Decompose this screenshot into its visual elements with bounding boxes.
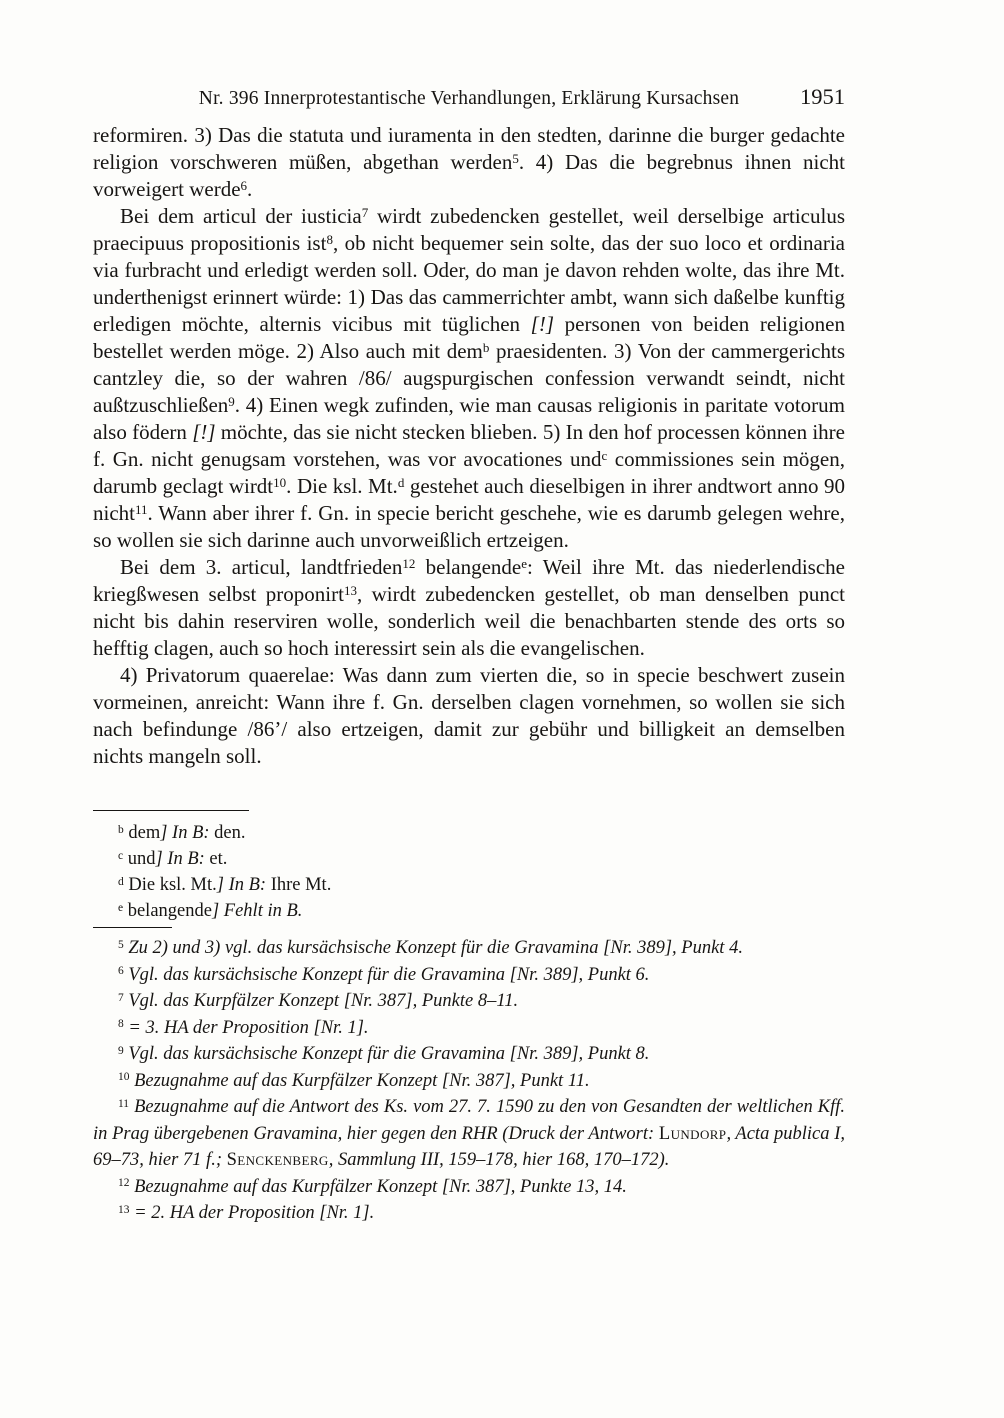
body-paragraph	[93, 554, 845, 662]
text-run: et.	[204, 849, 228, 869]
text-run: 11	[135, 502, 148, 518]
text-run: , wirdt zubedencken gestellet, ob man denselben punct nicht bis dahin reserviren wolle, sonderlich weil die benachbarten stende des orts so hefftig clagen, auch so hoch interessirt sein als die evangelischen.	[93, 582, 845, 660]
text-run: ] In B:	[155, 849, 205, 869]
text-run: [!]	[192, 420, 216, 444]
text-run: 13	[343, 583, 357, 599]
apparatus-note	[93, 820, 845, 846]
apparatus-note	[93, 898, 845, 924]
text-run: , Acta publica I, 69–73, hier 71 f.;	[93, 1123, 845, 1170]
footnote-number: 6	[118, 965, 124, 978]
text-run: belangende	[415, 555, 522, 579]
text-run: = 3. HA der Proposition [Nr. 1].	[128, 1017, 369, 1038]
footnote-number: 10	[118, 1071, 130, 1084]
text-run: 9	[228, 394, 235, 410]
apparatus-note-letter: c	[118, 849, 124, 862]
apparatus-note-letter: d	[118, 875, 124, 888]
footnote-number: 12	[118, 1177, 130, 1190]
text-run: gestehet auch dieselbigen in ihrer andtwort anno 90 nicht	[93, 474, 846, 525]
text-run: ] In B:	[160, 823, 210, 843]
apparatus-note-letter: e	[118, 901, 124, 914]
text-run: praesidenten. 3) Von der cammergerichts cantzley die, so der wahren /86/ augspurgischen confession verwandt seindt, nicht außtzuschließen	[93, 339, 845, 417]
text-run: . Die ksl. Mt.	[286, 474, 398, 498]
text-run: Zu 2) und 3) vgl. das kursächsische Konzept für die Gravamina [Nr. 389], Punkt 4.	[128, 938, 743, 958]
text-run: = 2. HA der Proposition [Nr. 1].	[134, 1203, 375, 1223]
footnote-number: 13	[118, 1203, 130, 1216]
body-paragraph	[93, 662, 845, 770]
running-header	[93, 84, 845, 110]
footnote-number: 7	[118, 991, 124, 1004]
text-run: Senckenberg	[226, 1150, 329, 1170]
text-run: reformiren. 3) Das die statuta und iuramenta in den stedten, darinne die burger gedachte religion vorschweren müßen, abgethan werden	[93, 123, 845, 174]
text-run: dem	[123, 823, 161, 843]
text-run: Vgl. das kursächsische Konzept für die Gravamina [Nr. 389], Punkt 6.	[128, 964, 650, 985]
apparatus-note-letter: b	[118, 823, 124, 836]
text-run: [!]	[530, 312, 555, 336]
text-run: ] Fehlt in B.	[211, 901, 303, 921]
text-run: . Wann aber ihrer f. Gn. in specie bericht geschehe, wie es darumb gelegen wehre, so wollen sie sich darinne auch unvorweißlich ertzeigen.	[93, 501, 845, 552]
text-run: Bezugnahme auf das Kurpfälzer Konzept [Nr. 387], Punkte 13, 14.	[134, 1176, 627, 1197]
apparatus-note	[93, 846, 845, 872]
text-run: Bezugnahme auf die Antwort des Ks. vom 27. 7. 1590 zu den von Gesandten der weltlichen Kff. in Prag übergebenen Gravamina, hier gegen den RHR (Druck der Antwort:	[93, 1097, 846, 1144]
text-run: , ob nicht bequemer sein solte, das der suo loco et ordinaria via furbracht und erledigt werden soll. Oder, do man je davon rehden wolte, das ihre Mt. underthenigst erinnert würde: 1) Das das cammerrichter ambt, wann sich daßelbe kunftig erledigen möchte, alternis vicibus mit tüglichen	[93, 231, 846, 336]
text-run: personen von beiden religionen bestellet werden möge. 2) Also auch mit dem	[93, 312, 846, 363]
body-paragraph	[93, 122, 845, 203]
text-run: 8	[326, 232, 333, 248]
text-run: Bei dem 3. articul, landtfrieden	[120, 555, 403, 579]
text-run: ] In B:	[216, 875, 267, 895]
text-run: : Weil ihre Mt. das niederlendische kriegßwesen selbst proponirt	[93, 555, 845, 606]
text-run: . 4) Einen wegk zufinden, wie man causas religionis in paritate votorum also födern	[93, 393, 845, 444]
apparatus-divider-rule	[93, 810, 249, 811]
footnote-number: 5	[118, 938, 124, 951]
footnotes	[93, 935, 845, 1227]
footnote	[93, 1015, 845, 1042]
apparatus-note	[93, 872, 845, 898]
text-run: d	[397, 475, 405, 491]
text-run: Die ksl. Mt.	[123, 875, 217, 895]
text-run: Vgl. das Kurpfälzer Konzept [Nr. 387], Punkte 8–11.	[128, 991, 519, 1011]
text-run: belangende	[123, 901, 212, 921]
text-run: c	[601, 448, 608, 464]
text-run: 4) Privatorum quaerelae: Was dann zum vierten die, so in specie beschwert zusein vormeinen, anreicht: Wann ihre f. Gn. derselben clagen vornehmen, so wollen sie sich nach befindunge /86’/ also ertzeigen, damit zur gebühr und billigkeit an demselben nichts mangeln soll.	[93, 663, 845, 768]
text-run: Lundorp	[658, 1123, 727, 1144]
text-run: Bei dem articul der iusticia	[120, 204, 362, 228]
text-run: 7	[361, 205, 369, 221]
text-run: 12	[402, 556, 416, 572]
footnote-divider-rule	[93, 927, 172, 928]
running-header-title: Nr. 396 Innerprotestantische Verhandlungen, Erklärung Kursachsen	[198, 88, 740, 109]
footnote	[93, 1174, 845, 1201]
text-run: 5	[512, 151, 519, 167]
text-run: Ihre Mt.	[266, 875, 332, 895]
footnote	[93, 962, 845, 989]
text-run: Bezugnahme auf das Kurpfälzer Konzept [Nr. 387], Punkt 11.	[134, 1070, 590, 1091]
text-run: .	[247, 177, 253, 201]
page-number: 1951	[800, 84, 845, 109]
text-run: . 4) Das die begrebnus ihnen nicht vorweigert werde	[93, 150, 845, 201]
document-body	[93, 122, 845, 770]
apparatus-notes	[93, 820, 845, 924]
text-run: den.	[209, 823, 246, 843]
footnote	[93, 1041, 845, 1068]
text-run: e	[521, 556, 528, 572]
body-paragraph	[93, 203, 845, 554]
text-run: , Sammlung III, 159–178, hier 168, 170–172).	[328, 1150, 670, 1170]
footnote	[93, 1068, 845, 1095]
footnote-number: 11	[118, 1097, 130, 1110]
footnote-number: 9	[118, 1044, 124, 1057]
text-run: b	[482, 340, 490, 356]
footnote	[93, 1200, 845, 1227]
text-run: möchte, das sie nicht stecken blieben. 5) In den hof processen können ihre f. Gn. nicht genugsam vorstehen, was vor avocationes und	[93, 420, 845, 471]
text-run: und	[123, 849, 156, 869]
text-run: Vgl. das kursächsische Konzept für die Gravamina [Nr. 389], Punkt 8.	[128, 1044, 650, 1064]
footnote	[93, 988, 845, 1015]
text-run: commissiones sein mögen, darumb geclagt wirdt	[93, 447, 845, 498]
text-run: 6	[240, 178, 248, 194]
footnote	[93, 935, 845, 962]
footnote	[93, 1094, 845, 1174]
footnote-number: 8	[118, 1018, 124, 1031]
text-run: 10	[273, 475, 287, 491]
text-column	[93, 84, 845, 1227]
text-run: wirdt zubedencken gestellet, weil derselbige articulus praecipuus propositionis ist	[93, 204, 846, 255]
